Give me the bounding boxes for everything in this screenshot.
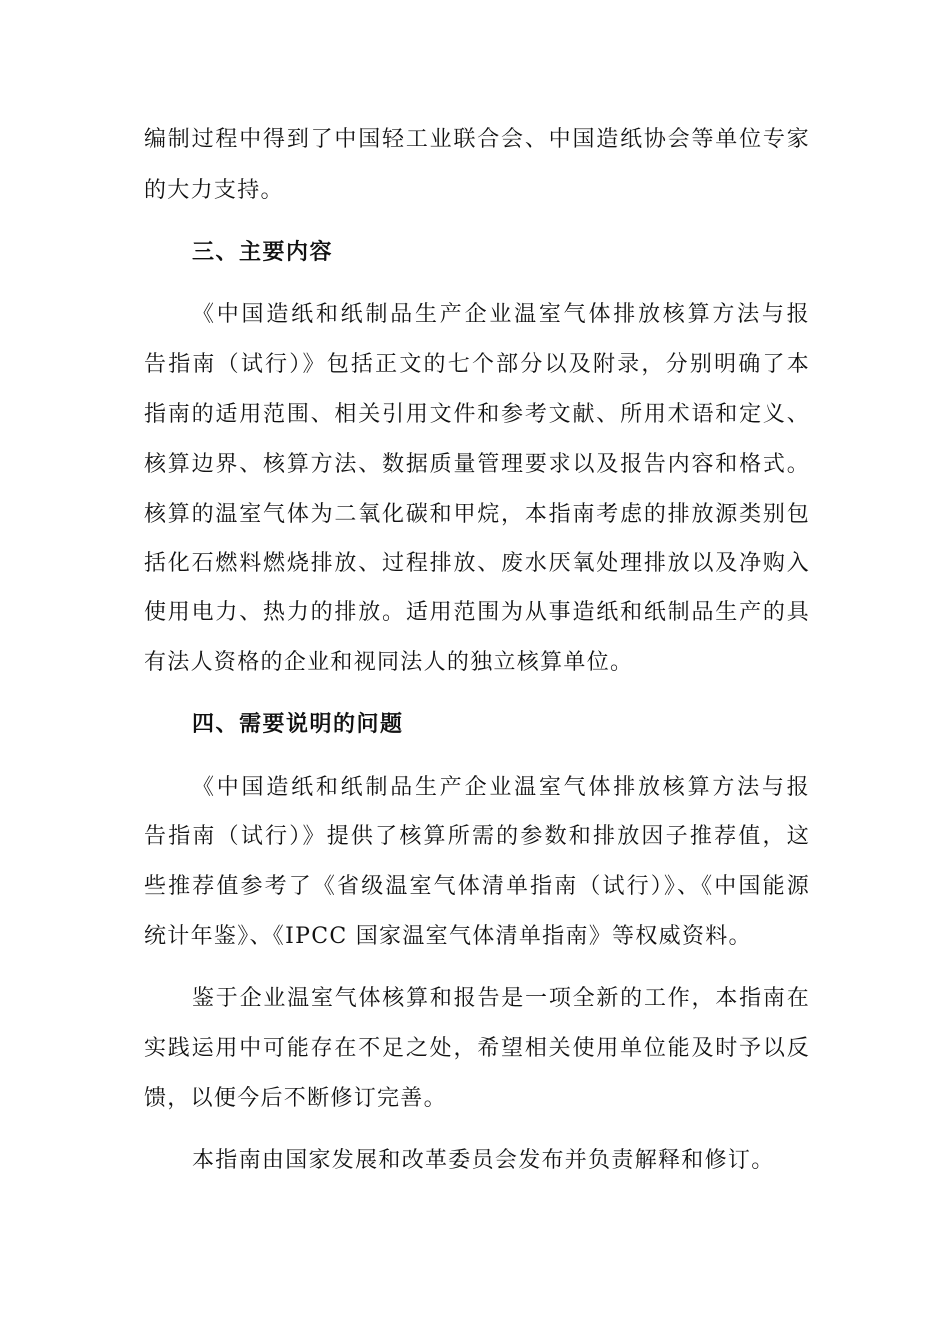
paragraph-line: 核算的温室气体为二氧化碳和甲烷，本指南考虑的排放源类别包 [144,502,810,527]
paragraph-line: 使用电力、热力的排放。适用范围为从事造纸和纸制品生产的具 [144,600,810,625]
section-heading-notes: 四、需要说明的问题 [192,712,404,737]
paragraph-line: 统计年鉴》、《IPCC 国家温室气体清单指南》等权威资料。 [144,924,752,949]
paragraph-line: 指南的适用范围、相关引用文件和参考文献、所用术语和定义、 [144,402,810,427]
paragraph-line: 些推荐值参考了《省级温室气体清单指南（试行）》、《中国能源 [144,874,810,899]
paragraph-line: 核算边界、核算方法、数据质量管理要求以及报告内容和格式。 [144,452,810,477]
paragraph-line: 《中国造纸和纸制品生产企业温室气体排放核算方法与报 [192,302,810,327]
paragraph-line: 告指南（试行）》提供了核算所需的参数和排放因子推荐值，这 [144,824,810,849]
paragraph-line: 有法人资格的企业和视同法人的独立核算单位。 [144,650,634,675]
paragraph-line: 实践运用中可能存在不足之处，希望相关使用单位能及时予以反 [144,1036,810,1061]
paragraph-line: 的大力支持。 [144,178,284,203]
paragraph-line: 鉴于企业温室气体核算和报告是一项全新的工作，本指南在 [192,986,810,1011]
paragraph-line: 括化石燃料燃烧排放、过程排放、废水厌氧处理排放以及净购入 [144,551,810,576]
paragraph-line: 告指南（试行）》包括正文的七个部分以及附录，分别明确了本 [144,352,810,377]
paragraph-line: 编制过程中得到了中国轻工业联合会、中国造纸协会等单位专家 [144,127,810,152]
paragraph-line: 馈，以便今后不断修订完善。 [144,1086,447,1111]
section-heading-main-content: 三、主要内容 [192,240,334,265]
paragraph-line: 本指南由国家发展和改革委员会发布并负责解释和修订。 [192,1148,775,1173]
paragraph-line: 《中国造纸和纸制品生产企业温室气体排放核算方法与报 [192,775,810,800]
